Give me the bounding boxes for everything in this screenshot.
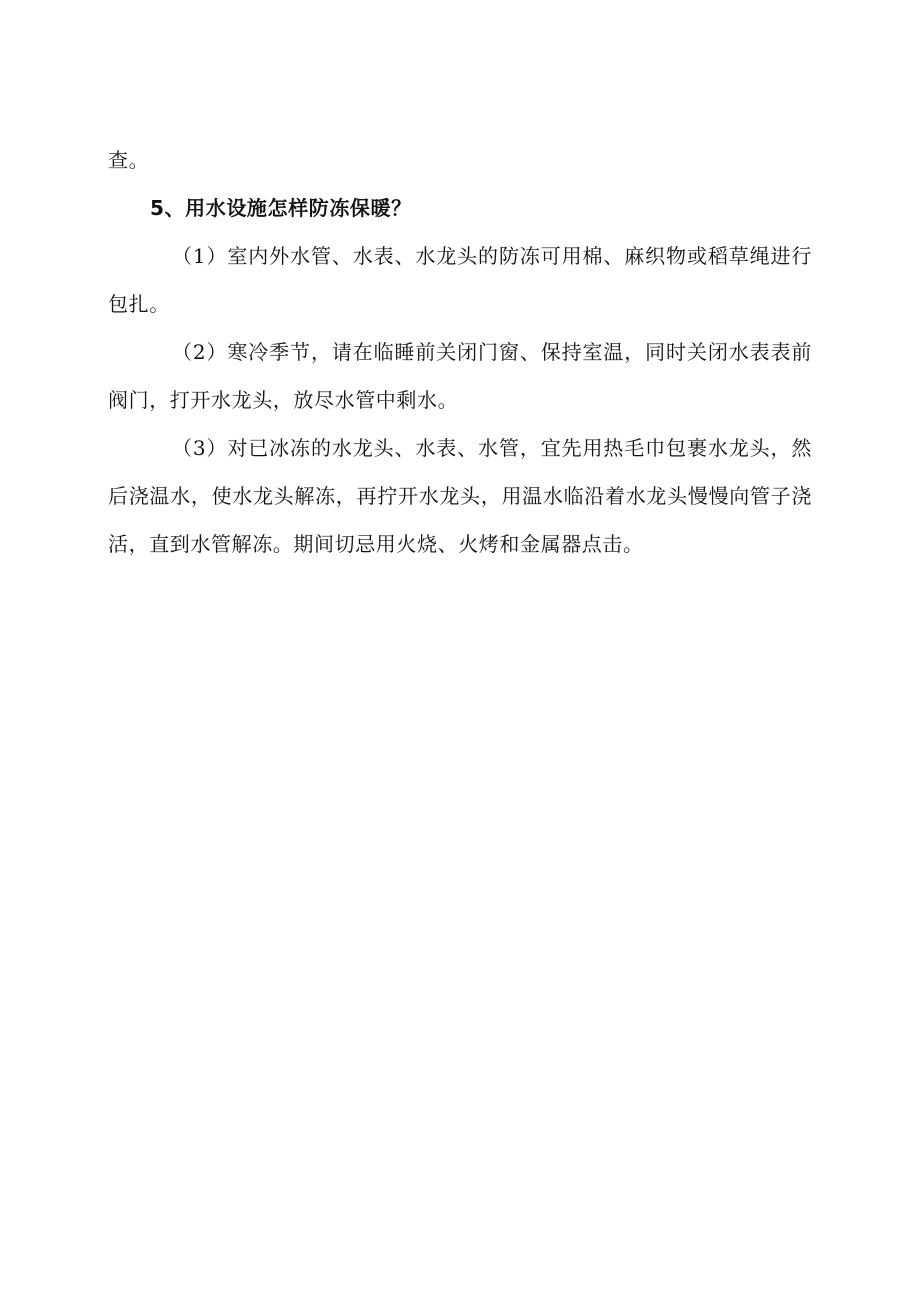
section-heading: 5、用水设施怎样防冻保暖？ bbox=[150, 196, 412, 220]
document-body bbox=[108, 136, 812, 568]
paragraph-1: （1）室内外水管、水表、水龙头的防冻可用棉、麻织物或稻草绳进行包扎。 bbox=[108, 244, 812, 316]
paragraph-2: （2）寒冷季节，请在临睡前关闭门窗、保持室温，同时关闭水表表前阀门，打开水龙头，放尽水管中剩水。 bbox=[108, 340, 812, 412]
continuation-text: 查。 bbox=[108, 148, 150, 172]
paragraph-3: （3）对已冰冻的水龙头、水表、水管，宜先用热毛巾包裹水龙头，然后浇温水，使水龙头解冻，再拧开水龙头，用温水临沿着水龙头慢慢向管子浇活，直到水管解冻。期间切忌用火烧、火烤和金属器点击。 bbox=[108, 436, 812, 556]
